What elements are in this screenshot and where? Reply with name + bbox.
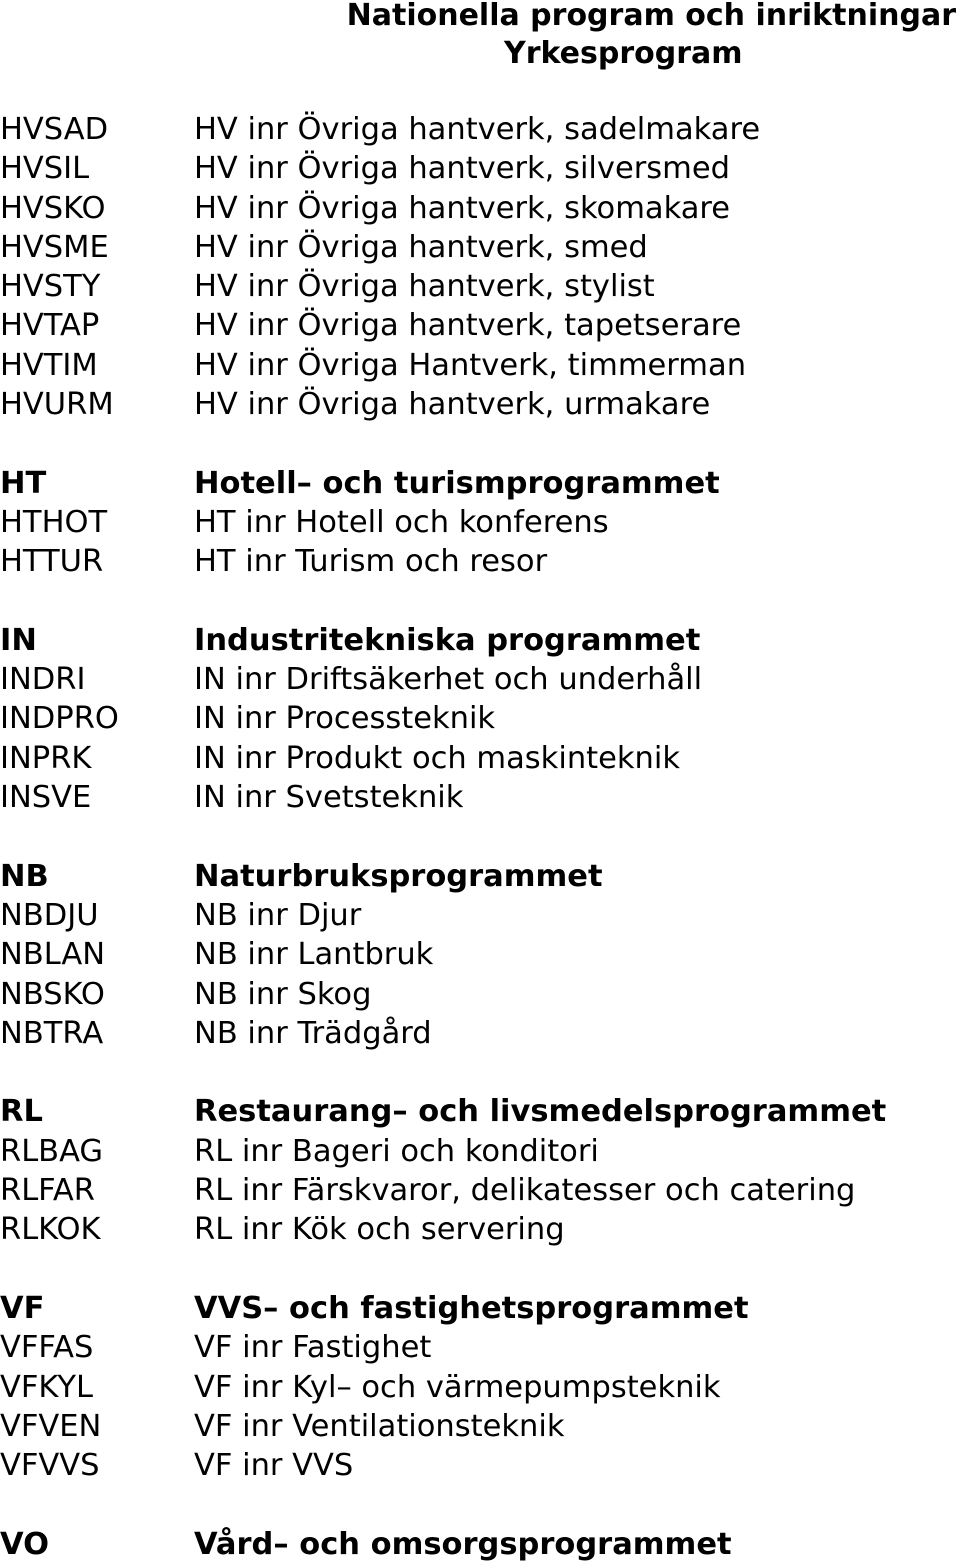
program-track-row (0, 1446, 960, 1485)
program-group (0, 464, 960, 582)
program-code: VO (0, 1526, 49, 1562)
track-code: HTTUR (0, 544, 104, 580)
program-name: VVS– och fastighetsprogrammet (194, 1290, 749, 1326)
program-heading-row (0, 464, 960, 503)
track-description: HV inr Övriga hantverk, sadelmakare (194, 112, 761, 147)
group-spacer (0, 817, 960, 856)
track-code: RLFAR (0, 1173, 95, 1209)
program-track-row (0, 1014, 960, 1053)
track-description: VF inr Kyl– och värmepumpsteknik (194, 1369, 721, 1405)
program-code: VF (0, 1290, 45, 1326)
program-name: Industritekniska programmet (194, 622, 701, 658)
track-description: NB inr Skog (194, 976, 372, 1012)
track-code: INDPRO (0, 701, 119, 737)
program-track-row (0, 896, 960, 935)
program-heading-row (0, 621, 960, 660)
program-track-row (0, 1407, 960, 1446)
track-description: HV inr Övriga Hantverk, timmerman (194, 347, 747, 383)
document-subtitle: Yrkesprogram (504, 36, 743, 71)
track-code: HVSME (0, 229, 109, 265)
track-code: VFVEN (0, 1408, 102, 1444)
track-description: VF inr VVS (194, 1448, 354, 1484)
document-header (0, 0, 960, 78)
track-description: VF inr Ventilationsteknik (194, 1408, 565, 1444)
track-code: INSVE (0, 780, 92, 816)
track-description: RL inr Bageri och konditori (194, 1133, 599, 1169)
program-track-row (0, 542, 960, 581)
program-list (0, 110, 960, 1564)
program-track-row (0, 189, 960, 228)
group-spacer (0, 1053, 960, 1092)
program-track-row (0, 660, 960, 699)
program-track-row (0, 1171, 960, 1210)
track-code: HVURM (0, 387, 114, 423)
program-name: Hotell– och turismprogrammet (194, 465, 720, 501)
group-spacer (0, 1485, 960, 1524)
track-description: RL inr Kök och servering (194, 1212, 565, 1248)
track-description: RL inr Färskvaror, delikatesser och catering (194, 1173, 856, 1209)
program-group (0, 1525, 960, 1564)
track-description: HT inr Hotell och konferens (194, 504, 609, 540)
program-code: HT (0, 465, 47, 501)
document-title: Nationella program och inriktningar (346, 0, 956, 33)
program-code: NB (0, 858, 49, 894)
group-spacer (0, 582, 960, 621)
track-description: IN inr Svetsteknik (194, 780, 464, 816)
track-description: HT inr Turism och resor (194, 544, 548, 580)
program-heading-row (0, 1525, 960, 1564)
program-track-row (0, 1328, 960, 1367)
program-track-row (0, 267, 960, 306)
program-track-row (0, 503, 960, 542)
track-code: RLKOK (0, 1212, 101, 1248)
track-code: HVTAP (0, 308, 100, 344)
track-code: HVSAD (0, 112, 109, 147)
program-track-row (0, 935, 960, 974)
track-code: NBSKO (0, 976, 105, 1012)
track-code: VFFAS (0, 1330, 94, 1366)
track-code: INDRI (0, 662, 86, 698)
track-description: HV inr Övriga hantverk, silversmed (194, 151, 730, 187)
track-description: NB inr Trädgård (194, 1015, 432, 1051)
track-description: IN inr Produkt och maskinteknik (194, 740, 681, 776)
program-heading-row (0, 857, 960, 896)
track-description: HV inr Övriga hantverk, urmakare (194, 387, 711, 423)
program-group (0, 110, 960, 424)
program-track-row (0, 975, 960, 1014)
track-description: HV inr Övriga hantverk, skomakare (194, 190, 731, 226)
track-code: HTHOT (0, 504, 108, 540)
track-code: HVSTY (0, 269, 101, 305)
program-track-row (0, 149, 960, 188)
track-code: HVSKO (0, 190, 106, 226)
program-name: Vård– och omsorgsprogrammet (194, 1526, 732, 1562)
track-code: VFKYL (0, 1369, 93, 1405)
group-spacer (0, 1250, 960, 1289)
program-group (0, 857, 960, 1053)
program-group (0, 1289, 960, 1485)
track-code: HVTIM (0, 347, 98, 383)
track-description: NB inr Djur (194, 897, 362, 933)
program-track-row (0, 306, 960, 345)
program-track-row (0, 1368, 960, 1407)
program-heading-row (0, 1289, 960, 1328)
program-track-row (0, 385, 960, 424)
track-code: RLBAG (0, 1133, 104, 1169)
program-heading-row (0, 1092, 960, 1131)
track-code: INPRK (0, 740, 92, 776)
program-group (0, 1092, 960, 1249)
program-track-row (0, 699, 960, 738)
program-code: IN (0, 622, 37, 658)
program-name: Naturbruksprogrammet (194, 858, 603, 894)
track-code: NBLAN (0, 937, 106, 973)
program-track-row (0, 739, 960, 778)
track-description: HV inr Övriga hantverk, smed (194, 229, 648, 265)
program-name: Restaurang– och livsmedelsprogrammet (194, 1094, 887, 1130)
track-description: IN inr Processteknik (194, 701, 496, 737)
track-description: HV inr Övriga hantverk, stylist (194, 269, 655, 305)
track-code: NBTRA (0, 1015, 104, 1051)
track-code: VFVVS (0, 1448, 100, 1484)
program-code: RL (0, 1094, 43, 1130)
track-code: NBDJU (0, 897, 99, 933)
track-description: IN inr Driftsäkerhet och underhåll (194, 662, 703, 698)
program-track-row (0, 110, 960, 149)
program-track-row (0, 1132, 960, 1171)
group-spacer (0, 424, 960, 463)
track-description: HV inr Övriga hantverk, tapetserare (194, 308, 742, 344)
program-track-row (0, 346, 960, 385)
program-group (0, 621, 960, 817)
track-description: VF inr Fastighet (194, 1330, 432, 1366)
program-track-row (0, 1210, 960, 1249)
track-description: NB inr Lantbruk (194, 937, 434, 973)
program-track-row (0, 778, 960, 817)
track-code: HVSIL (0, 151, 90, 187)
program-track-row (0, 228, 960, 267)
